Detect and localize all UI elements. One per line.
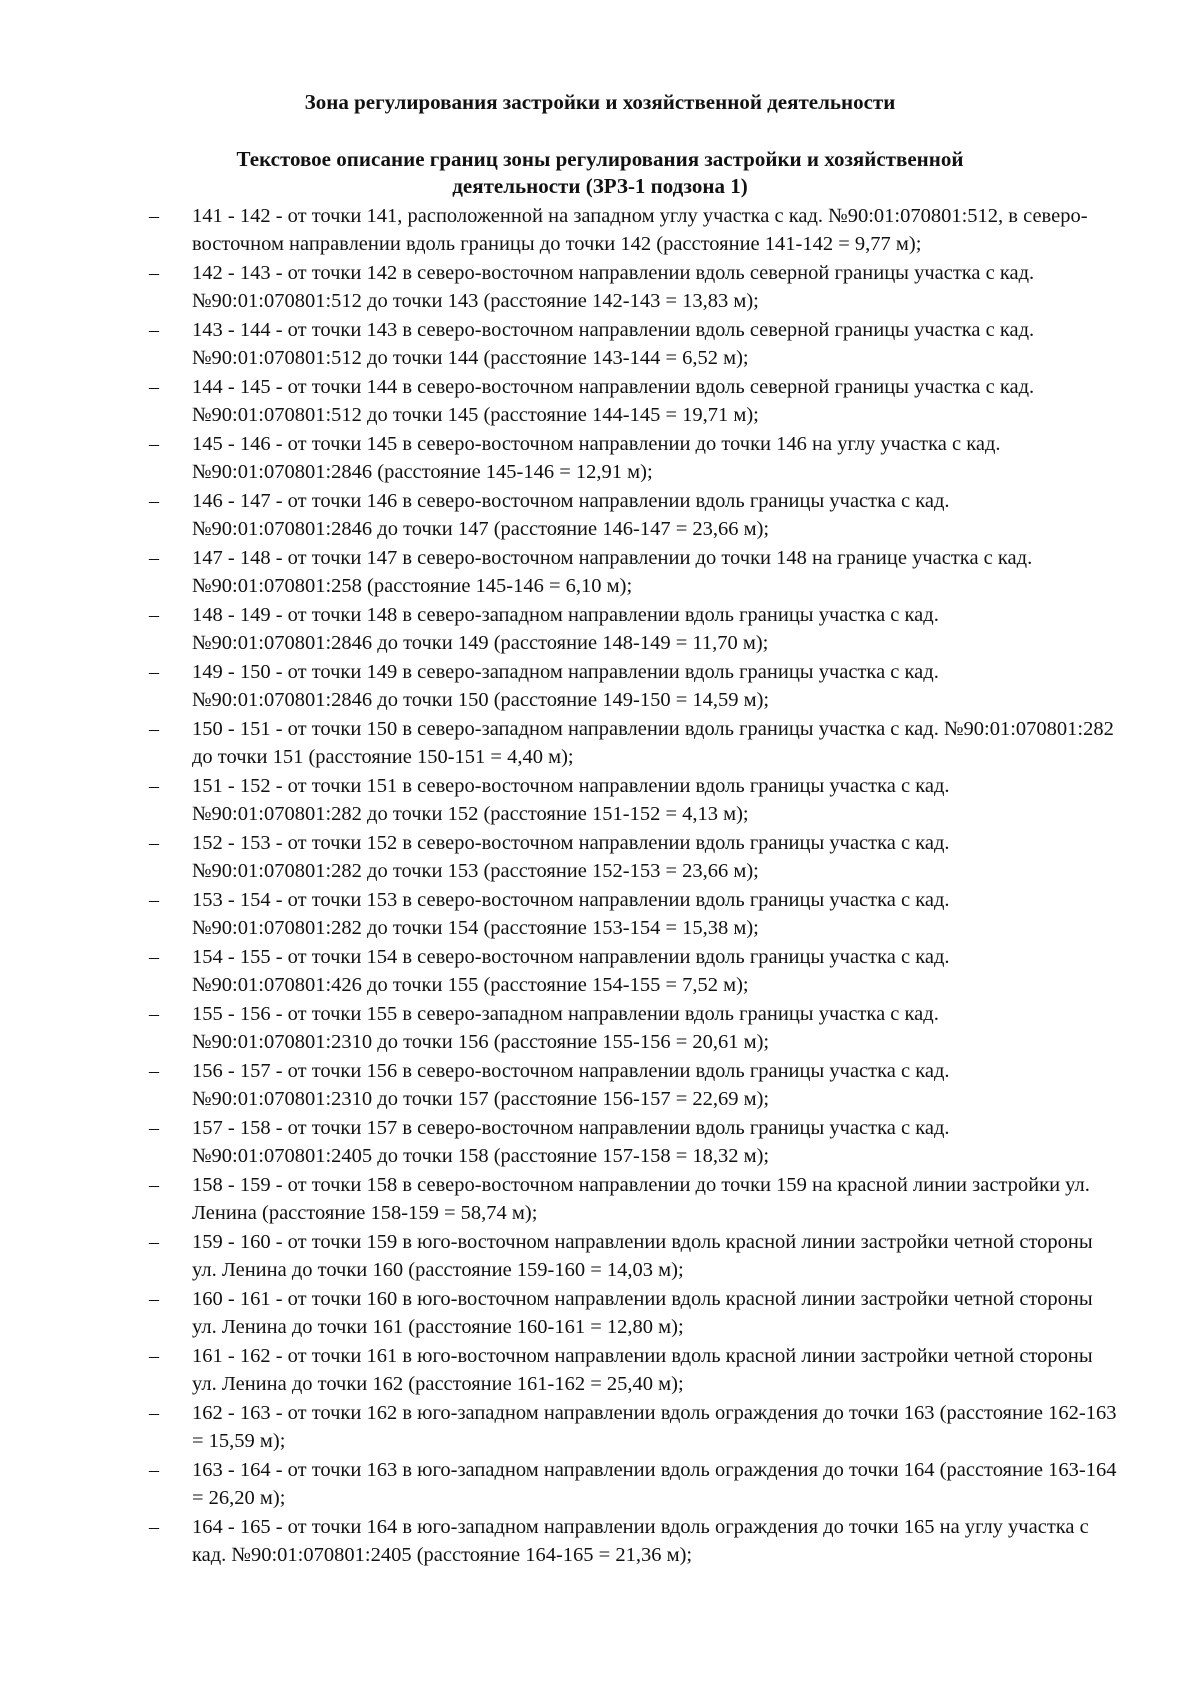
list-item-text: 143 - 144 - от точки 143 в северо-восточном направлении вдоль северной границы участка с кад. №90:01:070801:512 до точки 144 (расстояние 143-144 = 6,52 м); xyxy=(192,319,1035,369)
list-item xyxy=(0,772,1200,828)
list-item-text: 141 - 142 - от точки 141, расположенной на западном углу участка с кад. №90:01:070801:512, в северо-восточном направлении вдоль границы до точки 142 (расстояние 141-142 = 9,77 м); xyxy=(192,205,1088,255)
list-item xyxy=(0,1114,1200,1170)
list-item-text: 147 - 148 - от точки 147 в северо-восточном направлении до точки 148 на границе участка с кад. №90:01:070801:258 (расстояние 145-146 = 6,10 м); xyxy=(192,547,1033,597)
list-item xyxy=(0,829,1200,885)
boundary-description-list xyxy=(0,202,1200,1569)
bullet-dash: – xyxy=(149,604,159,626)
list-item-text: 149 - 150 - от точки 149 в северо-западном направлении вдоль границы участка с кад. №90:01:070801:2846 до точки 150 (расстояние 149-150 = 14,59 м); xyxy=(192,661,939,711)
list-item xyxy=(0,658,1200,714)
bullet-dash: – xyxy=(149,1003,159,1025)
list-item-text: 150 - 151 - от точки 150 в северо-западном направлении вдоль границы участка с кад. №90:01:070801:282 до точки 151 (расстояние 150-151 = 4,40 м); xyxy=(192,718,1114,768)
list-item xyxy=(0,1057,1200,1113)
bullet-dash: – xyxy=(149,832,159,854)
bullet-dash: – xyxy=(149,1117,159,1139)
list-item-text: 163 - 164 - от точки 163 в юго-западном направлении вдоль ограждения до точки 164 (расстояние 163-164 = 26,20 м); xyxy=(192,1459,1117,1509)
list-item xyxy=(0,1171,1200,1227)
list-item xyxy=(0,601,1200,657)
bullet-dash: – xyxy=(149,547,159,569)
list-item xyxy=(0,1000,1200,1056)
list-item-text: 161 - 162 - от точки 161 в юго-восточном направлении вдоль красной линии застройки четной стороны ул. Ленина до точки 162 (расстояние 161-162 = 25,40 м); xyxy=(192,1345,1093,1395)
list-item-text: 145 - 146 - от точки 145 в северо-восточном направлении до точки 146 на углу участка с кад. №90:01:070801:2846 (расстояние 145-146 = 12,91 м); xyxy=(192,433,1001,483)
list-item xyxy=(0,487,1200,543)
bullet-dash: – xyxy=(149,433,159,455)
bullet-dash: – xyxy=(149,775,159,797)
section-subtitle: Текстовое описание границ зоны регулирования застройки и хозяйственной деятельности (ЗРЗ-1 подзона 1) xyxy=(236,147,964,198)
list-item-text: 142 - 143 - от точки 142 в северо-восточном направлении вдоль северной границы участка с кад. №90:01:070801:512 до точки 143 (расстояние 142-143 = 13,83 м); xyxy=(192,262,1035,312)
list-item-text: 162 - 163 - от точки 162 в юго-западном направлении вдоль ограждения до точки 163 (расстояние 162-163 = 15,59 м); xyxy=(192,1402,1117,1452)
list-item xyxy=(0,715,1200,771)
bullet-dash: – xyxy=(149,262,159,284)
list-item xyxy=(0,943,1200,999)
list-item xyxy=(0,886,1200,942)
bullet-dash: – xyxy=(149,889,159,911)
list-item-text: 146 - 147 - от точки 146 в северо-восточном направлении вдоль границы участка с кад. №90:01:070801:2846 до точки 147 (расстояние 146-147 = 23,66 м); xyxy=(192,490,950,540)
bullet-dash: – xyxy=(149,1345,159,1367)
bullet-dash: – xyxy=(149,205,159,227)
list-item-text: 160 - 161 - от точки 160 в юго-восточном направлении вдоль красной линии застройки четной стороны ул. Ленина до точки 161 (расстояние 160-161 = 12,80 м); xyxy=(192,1288,1093,1338)
list-item xyxy=(0,373,1200,429)
list-item-text: 159 - 160 - от точки 159 в юго-восточном направлении вдоль красной линии застройки четной стороны ул. Ленина до точки 160 (расстояние 159-160 = 14,03 м); xyxy=(192,1231,1093,1281)
bullet-dash: – xyxy=(149,1060,159,1082)
list-item-text: 148 - 149 - от точки 148 в северо-западном направлении вдоль границы участка с кад. №90:01:070801:2846 до точки 149 (расстояние 148-149 = 11,70 м); xyxy=(192,604,939,654)
list-item xyxy=(0,1228,1200,1284)
list-item xyxy=(0,1456,1200,1512)
list-item xyxy=(0,259,1200,315)
bullet-dash: – xyxy=(149,946,159,968)
list-item-text: 144 - 145 - от точки 144 в северо-восточном направлении вдоль северной границы участка с кад. №90:01:070801:512 до точки 145 (расстояние 144-145 = 19,71 м); xyxy=(192,376,1035,426)
list-item-text: 154 - 155 - от точки 154 в северо-восточном направлении вдоль границы участка с кад. №90:01:070801:426 до точки 155 (расстояние 154-155 = 7,52 м); xyxy=(192,946,950,996)
bullet-dash: – xyxy=(149,376,159,398)
list-item xyxy=(0,202,1200,258)
bullet-dash: – xyxy=(149,490,159,512)
list-item xyxy=(0,430,1200,486)
list-item-text: 153 - 154 - от точки 153 в северо-восточном направлении вдоль границы участка с кад. №90:01:070801:282 до точки 154 (расстояние 153-154 = 15,38 м); xyxy=(192,889,950,939)
list-item xyxy=(0,544,1200,600)
list-item xyxy=(0,316,1200,372)
list-item-text: 164 - 165 - от точки 164 в юго-западном направлении вдоль ограждения до точки 165 на углу участка с кад. №90:01:070801:2405 (расстояние 164-165 = 21,36 м); xyxy=(192,1516,1089,1566)
bullet-dash: – xyxy=(149,1459,159,1481)
bullet-dash: – xyxy=(149,319,159,341)
list-item xyxy=(0,1513,1200,1569)
list-item xyxy=(0,1342,1200,1398)
list-item-text: 155 - 156 - от точки 155 в северо-западном направлении вдоль границы участка с кад. №90:01:070801:2310 до точки 156 (расстояние 155-156 = 20,61 м); xyxy=(192,1003,939,1053)
bullet-dash: – xyxy=(149,718,159,740)
list-item xyxy=(0,1285,1200,1341)
bullet-dash: – xyxy=(149,1288,159,1310)
bullet-dash: – xyxy=(149,1516,159,1538)
page-title: Зона регулирования застройки и хозяйственной деятельности xyxy=(304,90,896,114)
list-item xyxy=(0,1399,1200,1455)
list-item-text: 158 - 159 - от точки 158 в северо-восточном направлении до точки 159 на красной линии застройки ул. Ленина (расстояние 158-159 = 58,74 м); xyxy=(192,1174,1090,1224)
list-item-text: 152 - 153 - от точки 152 в северо-восточном направлении вдоль границы участка с кад. №90:01:070801:282 до точки 153 (расстояние 152-153 = 23,66 м); xyxy=(192,832,950,882)
list-item-text: 157 - 158 - от точки 157 в северо-восточном направлении вдоль границы участка с кад. №90:01:070801:2405 до точки 158 (расстояние 157-158 = 18,32 м); xyxy=(192,1117,950,1167)
list-item-text: 151 - 152 - от точки 151 в северо-восточном направлении вдоль границы участка с кад. №90:01:070801:282 до точки 152 (расстояние 151-152 = 4,13 м); xyxy=(192,775,950,825)
bullet-dash: – xyxy=(149,1231,159,1253)
bullet-dash: – xyxy=(149,1402,159,1424)
list-item-text: 156 - 157 - от точки 156 в северо-восточном направлении вдоль границы участка с кад. №90:01:070801:2310 до точки 157 (расстояние 156-157 = 22,69 м); xyxy=(192,1060,950,1110)
bullet-dash: – xyxy=(149,661,159,683)
bullet-dash: – xyxy=(149,1174,159,1196)
